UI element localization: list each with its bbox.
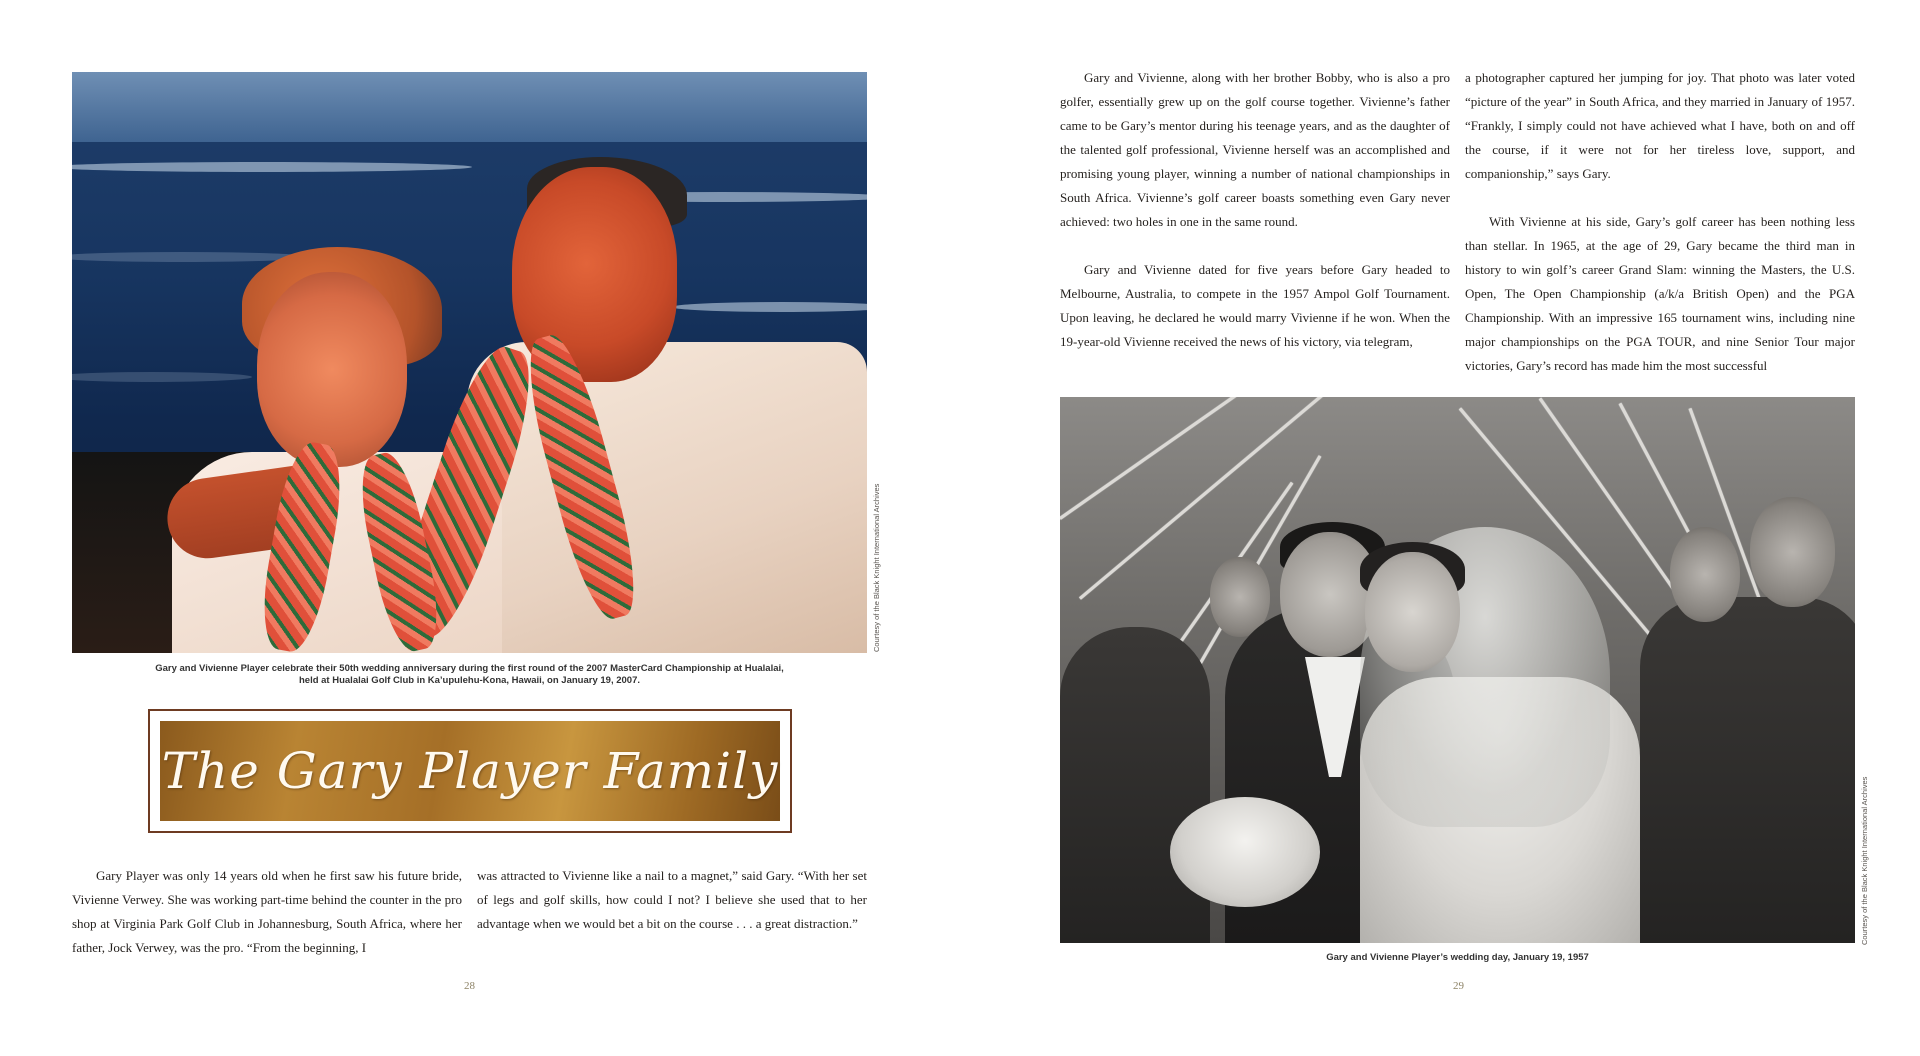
photo-wave	[72, 372, 252, 382]
photo-woman-face	[257, 272, 407, 467]
photo-caption	[72, 663, 867, 687]
photo-wave	[72, 162, 472, 172]
title-banner	[148, 709, 792, 833]
right-text-column-2	[1465, 66, 1855, 378]
photo-guest-face	[1750, 497, 1835, 607]
right-text-column-1	[1060, 66, 1450, 354]
photo-credit: Courtesy of the Black Knight International Archives	[1860, 776, 1869, 945]
anniversary-photo	[72, 72, 867, 653]
photo-caption: Gary and Vivienne Player’s wedding day, January 19, 1957	[1326, 952, 1589, 963]
wedding-photo	[1060, 397, 1855, 943]
paragraph: With Vivienne at his side, Gary’s golf career has been nothing less than stellar. In 1965, at the age of 29, Gary became the third man in history to win golf’s career Grand Slam: winning the Masters, the U.S. Open, The Open Championship (a/k/a British Open) and the PGA Championship. With an impressive 165 tournament wins, including nine major championships on the PGA TOUR, and nine Senior Tour major victories, Gary’s record has made him the most successful	[1465, 214, 1855, 373]
photo-top-hat	[1170, 797, 1320, 907]
title-banner-gold	[160, 721, 780, 821]
photo-credit: Courtesy of the Black Knight International Archives	[872, 483, 881, 652]
paragraph: Gary and Vivienne, along with her brother Bobby, who is also a pro golfer, essentially grew up on the golf course together. Vivienne’s father came to be Gary’s mentor during his teenage years, and as the daughter of the talented golf professional, Vivienne herself was an accomplished and promising young player, winning a number of national championships in South Africa. Vivienne’s golf career boasts something even Gary never achieved: two holes in one in the same round.	[1060, 70, 1450, 229]
photo-sky	[72, 72, 867, 142]
paragraph: was attracted to Vivienne like a nail to a magnet,” said Gary. “With her set of legs and golf skills, how could I not? I believe she used that to her advantage when we would bet a bit on the course . . . a great distraction.”	[477, 868, 867, 931]
paragraph: Gary Player was only 14 years old when he first saw his future bride, Vivienne Verwey. She was working part-time behind the counter in the pro shop at Virginia Park Golf Club in Johannesburg, South Africa, where her father, Jock Verwey, was the pro. “From the beginning, I	[72, 868, 462, 955]
caption-line-1: Gary and Vivienne Player celebrate their 50th wedding anniversary during the first round of the 2007 MasterCard Championship at Hualalai,	[155, 663, 784, 674]
paragraph: Gary and Vivienne dated for five years before Gary headed to Melbourne, Australia, to compete in the 1957 Ampol Golf Tournament. Upon leaving, he declared he would marry Vivienne if he won. When the 19-year-old Vivienne received the news of his victory, via telegram,	[1060, 262, 1450, 349]
page-number: 28	[464, 980, 475, 992]
photo-bride-face	[1365, 552, 1460, 672]
photo-guest-face	[1670, 527, 1740, 622]
photo-golf-club	[1060, 397, 1307, 520]
paragraph: a photographer captured her jumping for joy. That photo was later voted “picture of the year” in South Africa, and they married in January of 1957. “Frankly, I simply could not have achieved what I have, both on and off the course, if it were not for her tireless love, support, and companionship,” says Gary.	[1465, 70, 1855, 181]
page-number: 29	[1453, 980, 1464, 992]
photo-guest	[1640, 597, 1855, 943]
left-text-column-1	[72, 864, 462, 960]
caption-line-2: held at Hualalai Golf Club in Ka’upulehu-Kona, Hawaii, on January 19, 2007.	[298, 675, 641, 686]
photo-guest	[1060, 627, 1210, 943]
photo-wave	[672, 302, 867, 312]
section-title: The Gary Player Family	[161, 742, 779, 800]
left-text-column-2	[477, 864, 867, 936]
